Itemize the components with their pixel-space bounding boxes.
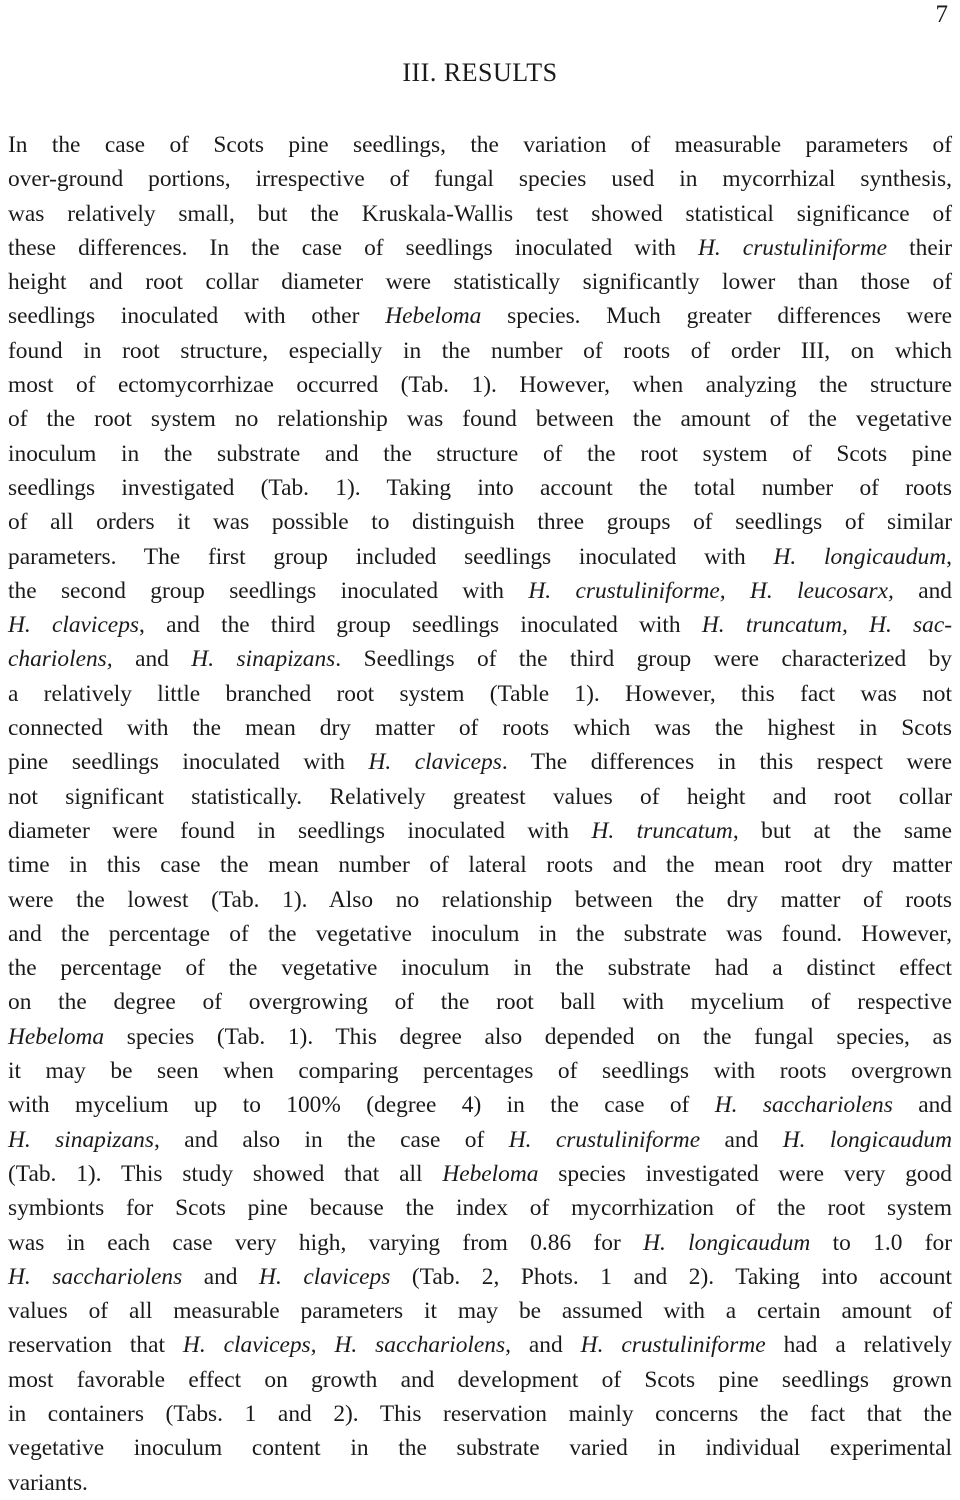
text-line (8, 162, 952, 196)
text-run: time in this case the mean number of lateral roots and the mean root dry matter (8, 852, 952, 879)
text-run: height and root collar diameter were statistically significantly lower than those of (8, 269, 952, 296)
text-run: parameters. The first group included seedlings inoculated with (8, 543, 774, 570)
text-run: , (946, 543, 952, 570)
text-run: most favorable effect on growth and development of Scots pine seedlings grown (8, 1366, 952, 1393)
text-line (8, 677, 952, 711)
text-run: on the degree of overgrowing of the root ball with mycelium of respective (8, 989, 952, 1016)
text-run: found in root structure, especially in the number of roots of order III, on which (8, 337, 952, 364)
text-line (8, 299, 952, 333)
italic-species-name: H. sinapizans (8, 1126, 154, 1153)
text-line (8, 1328, 952, 1362)
text-run: had a relatively (765, 1332, 953, 1359)
text-line (8, 1363, 952, 1397)
text-run: , and also in the case of (153, 1126, 509, 1153)
text-run: were the lowest (Tab. 1). Also no relationship between the dry matter of roots (8, 886, 952, 913)
text-run: , but at the same (732, 817, 952, 844)
italic-species-name: H. sacchariolens (714, 1092, 893, 1119)
italic-species-name: Hebeloma (442, 1160, 539, 1187)
text-run: values of all measurable parameters it may be assumed with a certain amount of (8, 1298, 952, 1325)
text-line (8, 231, 952, 265)
text-line (8, 848, 952, 882)
text-run: pine seedlings inoculated with (8, 749, 369, 776)
text-run: In the case of Scots pine seedlings, the variation of measurable parameters of (8, 132, 952, 158)
italic-species-name: H. sinapizans (191, 646, 336, 673)
page-number: 7 (935, 1, 948, 28)
text-run: species (Tab. 1). This degree also depended on the fungal species, as (104, 1023, 952, 1050)
text-run: . Seedlings of the third group were characterized by (335, 646, 953, 673)
text-run: , and the third group seedlings inoculated with (139, 612, 702, 639)
text-line (8, 197, 952, 231)
text-line (8, 1466, 952, 1500)
text-run: seedlings investigated (Tab. 1). Taking into account the total number of roots (8, 474, 952, 501)
text-line (8, 1054, 952, 1088)
italic-species-name: Hebeloma (8, 1023, 105, 1050)
italic-species-name: H. crustuliniforme (508, 1126, 701, 1153)
text-line (8, 1191, 952, 1225)
text-line (8, 1294, 952, 1328)
text-run: the percentage of the vegetative inoculum in the substrate had a distinct effect (8, 955, 952, 982)
italic-species-name: H. longicaudum (643, 1229, 811, 1256)
text-line (8, 951, 952, 985)
italic-species-name: H. truncatum, H. sac- (701, 612, 953, 639)
text-run: (Tab. 1). This study showed that all (8, 1160, 443, 1187)
text-line (8, 917, 952, 951)
text-line (8, 608, 952, 642)
italic-species-name: H. claviceps (368, 749, 502, 776)
text-line (8, 711, 952, 745)
text-run: species. Much greater differences were (481, 303, 953, 330)
text-line (8, 368, 952, 402)
italic-species-name: H. crustuliniforme, H. leucosarx, (528, 577, 894, 604)
text-run: diameter were found in seedlings inoculated with (8, 817, 592, 844)
text-run: and (893, 577, 953, 604)
italic-species-name: H. longicaudum (773, 543, 947, 570)
text-line (8, 745, 952, 779)
italic-species-name: H. claviceps (8, 612, 139, 639)
italic-species-name: H. sacchariolens (8, 1263, 183, 1290)
text-line (8, 437, 952, 471)
text-line (8, 574, 952, 608)
italic-species-name: H. crustuliniforme (697, 234, 888, 261)
text-line (8, 642, 952, 676)
italic-species-name: H. claviceps, H. sacchariolens, (182, 1332, 511, 1359)
text-run: and (700, 1126, 783, 1153)
text-run: variants. (8, 1469, 88, 1496)
text-run: inoculum in the substrate and the structure of the root system of Scots pine (8, 440, 952, 467)
text-line (8, 1431, 952, 1465)
text-line (8, 1260, 952, 1294)
text-line (8, 505, 952, 539)
text-run: and the percentage of the vegetative inoculum in the substrate was found. However, (8, 920, 952, 947)
text-run: vegetative inoculum content in the substrate varied in individual experimental (8, 1435, 952, 1462)
italic-species-name: H. crustuliniforme (580, 1332, 766, 1359)
text-line (8, 265, 952, 299)
text-line (8, 128, 952, 162)
text-run: a relatively little branched root system (Table 1). However, this fact was not (8, 680, 952, 707)
text-line (8, 1088, 952, 1122)
results-paragraph (8, 128, 952, 1500)
text-run: (Tab. 2, Phots. 1 and 2). Taking into account (390, 1263, 953, 1290)
text-run: seedlings inoculated with other (8, 303, 386, 330)
text-line (8, 1397, 952, 1431)
text-line (8, 334, 952, 368)
text-run: it may be seen when comparing percentages of seedlings with roots overgrown (8, 1058, 952, 1085)
italic-species-name: H. longicaudum (782, 1126, 952, 1153)
text-run: of the root system no relationship was found between the amount of the vegetative (8, 406, 952, 433)
text-run: the second group seedlings inoculated with (8, 577, 529, 604)
text-run: of all orders it was possible to distinguish three groups of seedlings of similar (8, 509, 952, 536)
text-run: reservation that (8, 1332, 183, 1359)
text-run: most of ectomycorrhizae occurred (Tab. 1). However, when analyzing the structure (8, 372, 952, 399)
text-line (8, 985, 952, 1019)
italic-species-name: chariolens, (8, 646, 113, 673)
text-run: these differences. In the case of seedlings inoculated with (8, 234, 698, 261)
text-line (8, 1123, 952, 1157)
text-run: was relatively small, but the Kruskala-Wallis test showed statistical significance of (8, 200, 952, 227)
text-run: not significant statistically. Relatively greatest values of height and root collar (8, 783, 952, 810)
text-run: in containers (Tabs. 1 and 2). This reservation mainly concerns the fact that the (8, 1400, 952, 1427)
text-line (8, 1157, 952, 1191)
text-run: to 1.0 for (810, 1229, 952, 1256)
text-line (8, 1020, 952, 1054)
text-run: was in each case very high, varying from 0.86 for (8, 1229, 644, 1256)
text-run: symbionts for Scots pine because the index of mycorrhization of the root system (8, 1195, 952, 1222)
text-run: connected with the mean dry matter of roots which was the highest in Scots (8, 715, 952, 742)
text-line (8, 780, 952, 814)
text-line (8, 1226, 952, 1260)
section-heading: III. RESULTS (402, 58, 558, 87)
text-run: their (887, 234, 952, 261)
text-run: and (510, 1332, 581, 1359)
italic-species-name: Hebeloma (385, 303, 482, 330)
text-line (8, 540, 952, 574)
text-run: . The differences in this respect were (501, 749, 953, 776)
text-run: and (112, 646, 192, 673)
text-run: over-ground portions, irrespective of fungal species used in mycorrhizal synthesis, (8, 166, 952, 193)
text-line (8, 883, 952, 917)
text-run: and (182, 1263, 260, 1290)
text-line (8, 814, 952, 848)
italic-species-name: H. claviceps (259, 1263, 391, 1290)
text-line (8, 471, 952, 505)
text-run: and (892, 1092, 952, 1119)
text-run: species investigated were very good (538, 1160, 952, 1187)
text-run: with mycelium up to 100% (degree 4) in the case of (8, 1092, 715, 1119)
italic-species-name: H. truncatum (591, 817, 733, 844)
text-line (8, 402, 952, 436)
